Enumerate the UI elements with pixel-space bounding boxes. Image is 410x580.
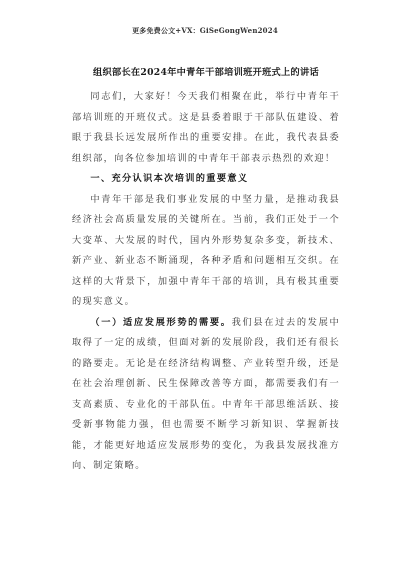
opening-paragraph: 同志们，大家好！今天我们相聚在此，举行中青年干部培训班的开班仪式。这是县委着眼于干部队伍建设、着眼于我县长远发展所作出的重要安排。在此，我代表县委组织部，向各位参加培训的中青年干部表示热烈的欢迎！: [72, 91, 340, 164]
section-1-paragraph: 中青年干部是我们事业发展的中坚力量，是推动我县经济社会高质量发展的关键所在。当前，我们正处于一个大变革、大发展的时代，国内外形势复杂多变，新技术、新产业、新业态不断涌现，各种矛盾和问题相互交织。在这样的大背景下，加强中青年干部的培训，具有极其重要的现实意义。: [72, 193, 340, 307]
document-title: 组织部长在2024年中青年干部培训班开班式上的讲话: [92, 67, 319, 78]
subsection-1-paragraph: [72, 313, 340, 477]
header-note: 更多免费公文+VX：GiSeGongWen2024: [132, 26, 278, 35]
subsection-1-text: 我们县在过去的发展中取得了一定的成绩，但面对新的发展阶段，我们还有很长的路要走。无论是在经济结构调整、产业转型升级，还是在社会治理创新、民生保障改善等方面，都需要我们有一支高素质、专业化的干部队伍。中青年干部思维活跃、接受新事物能力强，但也需要不断学习新知识、掌握新技能，才能更好地适应发展形势的变化，为我县发展找准方向、制定策略。: [72, 316, 340, 471]
subsection-heading-1: （一）适应发展形势的需要。: [90, 316, 232, 328]
document-body: [72, 66, 340, 477]
section-heading-1: 一、充分认识本次培训的重要意义: [90, 173, 249, 184]
